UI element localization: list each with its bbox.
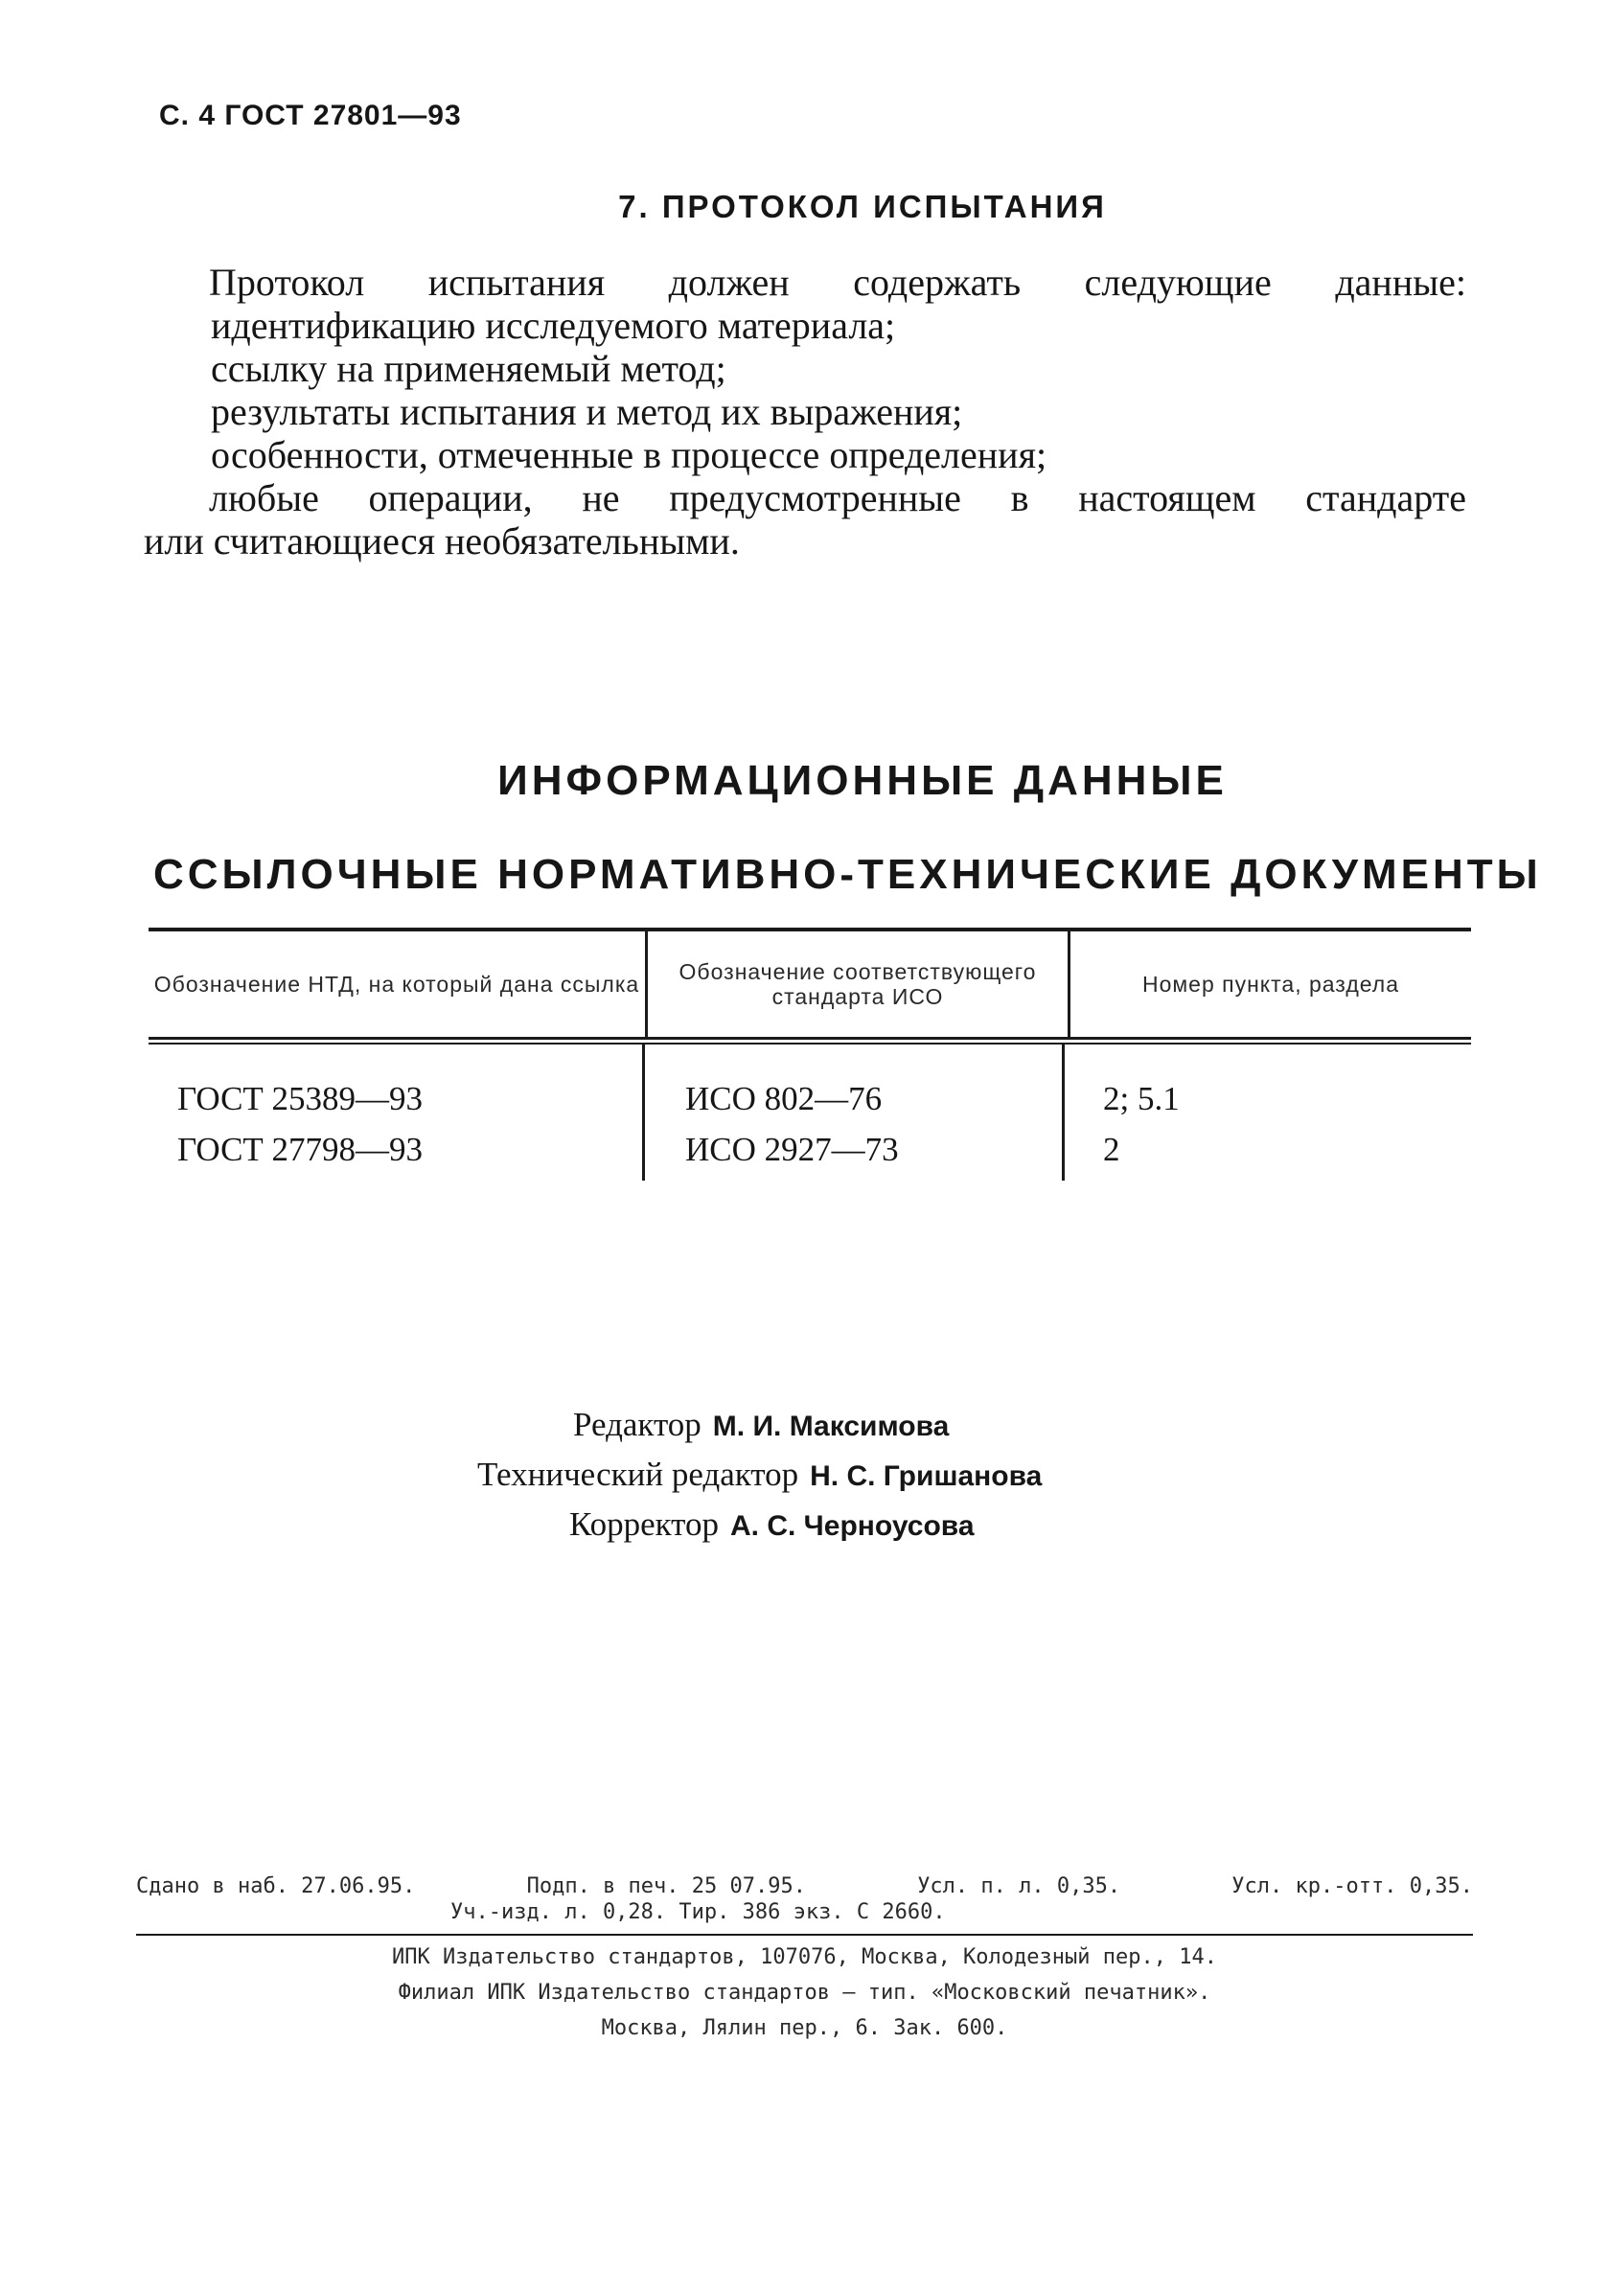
table-body [149, 1045, 1471, 1181]
protocol-line: особенности, отмеченные в процессе определения; [211, 433, 1047, 476]
reference-docs-title: ССЫЛОЧНЫЕ НОРМАТИВНО-ТЕХНИЧЕСКИЕ ДОКУМЕНТЫ [153, 851, 1542, 898]
table-header [149, 931, 1471, 1037]
table-cell: ИСО 802—76 [685, 1080, 883, 1117]
credit-person: А. С. Черноусова [730, 1510, 975, 1542]
credit-person: Н. С. Гришанова [810, 1460, 1043, 1492]
table-header-rule [149, 1037, 1471, 1045]
table-cell: ГОСТ 27798—93 [177, 1131, 424, 1168]
column-ntd [149, 1045, 645, 1181]
column-header-ntd: Обозначение НТД, на который дана ссылка [149, 931, 648, 1037]
reference-table [149, 928, 1471, 1181]
protocol-line: результаты испытания и метод их выражения; [211, 390, 963, 433]
protocol-line: любые операции, не предусмотренные в настоящем стандарте [209, 476, 1466, 519]
imprint-item: Усл. п. л. 0,35. [917, 1874, 1121, 1898]
protocol-line: ссылку на применяемый метод; [211, 347, 726, 390]
publisher-line: Москва, Лялин пер., 6. Зак. 600. [601, 2016, 1008, 2040]
table-cell: 2; 5.1 [1103, 1080, 1180, 1117]
publisher-line: ИПК Издательство стандартов, 107076, Москва, Колодезный пер., 14. [392, 1945, 1217, 1969]
imprint [136, 1874, 1473, 2042]
column-clause [1065, 1045, 1471, 1181]
credit-editor [422, 1401, 1284, 1451]
table-cell: ИСО 2927—73 [685, 1131, 899, 1168]
column-iso [645, 1045, 1065, 1181]
credit-person: М. И. Максимова [712, 1411, 950, 1442]
credit-technical-editor [422, 1451, 1284, 1501]
column-header-iso: Обозначение соответствующего стандарта ИСО [648, 931, 1070, 1037]
info-title: ИНФОРМАЦИОННЫЕ ДАННЫЕ [497, 757, 1228, 804]
credit-role: Корректор [569, 1505, 720, 1543]
protocol-line: идентификацию исследуемого материала; [211, 304, 896, 347]
imprint-item: Подп. в печ. 25 07.95. [526, 1874, 806, 1898]
table-cell: 2 [1103, 1131, 1120, 1168]
imprint-rule [136, 1934, 1473, 1936]
credit-role: Технический редактор [477, 1456, 799, 1493]
table-cell: ГОСТ 25389—93 [177, 1080, 424, 1117]
section-title: 7. ПРОТОКОЛ ИСПЫТАНИЯ [618, 189, 1107, 224]
publisher-line: Филиал ИПК Издательство стандартов — тип. «Московский печатник». [398, 1981, 1211, 2005]
protocol-line: или считающиеся необязательными. [144, 519, 740, 563]
page-header: С. 4 ГОСТ 27801—93 [159, 100, 462, 131]
protocol-text [144, 261, 1466, 563]
credit-corrector [422, 1501, 1284, 1550]
credits [422, 1401, 1284, 1550]
credit-role: Редактор [573, 1406, 702, 1443]
imprint-print-data [136, 1874, 1473, 1898]
protocol-line: Протокол испытания должен содержать следующие данные: [209, 261, 1466, 304]
column-header-clause: Номер пункта, раздела [1141, 972, 1400, 997]
imprint-print-data-2: Уч.-изд. л. 0,28. Тир. 386 экз. С 2660. [450, 1900, 946, 1924]
imprint-item: Усл. кр.-отт. 0,35. [1231, 1874, 1473, 1898]
imprint-item: Сдано в наб. 27.06.95. [136, 1874, 416, 1898]
